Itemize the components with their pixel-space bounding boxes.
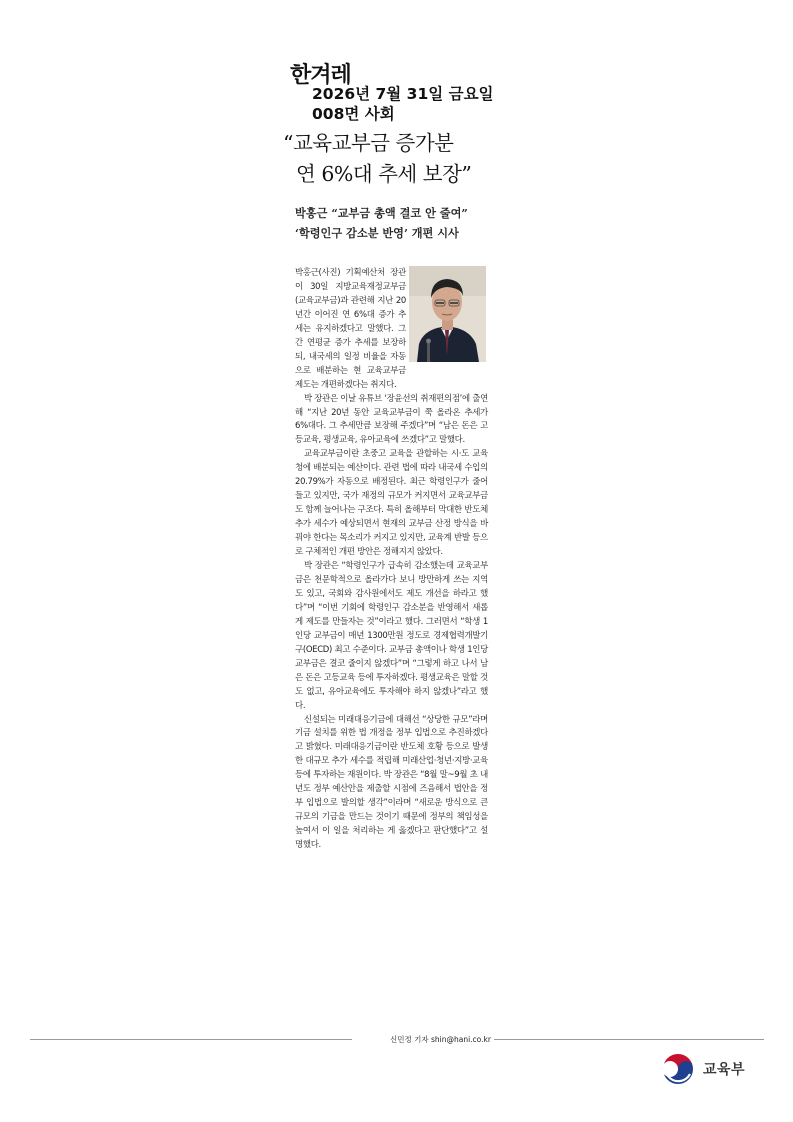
- subheadline-line-1: 박홍근 “교부금 총액 결코 안 줄여”: [295, 206, 468, 220]
- ministry-name: 교육부: [703, 1062, 746, 1078]
- taegeuk-emblem-icon: [659, 1050, 697, 1088]
- headline-line-1: “교육교부금 증가분: [283, 131, 454, 155]
- page-section: 008면 사회: [312, 105, 395, 123]
- subheadline: [295, 203, 515, 243]
- ministry-logo: [659, 1049, 745, 1089]
- newspaper-masthead: 한겨레: [290, 63, 351, 88]
- reporter-byline: 신민정 기자 shin@hani.co.kr: [390, 1035, 491, 1044]
- article-paragraph: 박 장관은 “학령인구가 급속히 감소했는데 교육교부금은 천문학적으로 올라가다 보니 방만하게 쓰는 지역도 있고, 국회와 감사원에서도 제도 개선을 하라고 했다”며 “이번 기회에 학령인구 감소분을 반영해서 새롭게 제도를 만들자는 것”이라고 했다. 그러면서 “학생 1인당 교부금이 매년 1300만원 정도로 경제협력개발기구(OECD) 최고 수준이다. 교부금 총액이나 학생 1인당 교부금은 결코 줄이지 않겠다”며 “그렇게 하고 나서 남은 돈은 고등교육 등에 투자하겠다. 평생교육은 말할 것도 없고, 유아교육에도 투자해야 하지 않겠나”라고 했다.: [295, 560, 488, 710]
- divider-right: [494, 1039, 764, 1040]
- headline: [283, 128, 513, 190]
- subheadline-line-2: ‘학령인구 감소분 반영’ 개편 시사: [295, 226, 459, 240]
- article-paragraph: 신설되는 미래대응기금에 대해선 “상당한 규모”라며 기금 설치를 위한 법 개정을 정부 입법으로 추진하겠다고 밝혔다. 미래대응기금이란 반도체 호황 등으로 발생한 대규모 추가 세수를 적립해 미래산업·청년·지방·교육 등에 투자하는 재원이다. 박 장관은 “8월 말~9월 초 내년도 정부 예산안을 제출할 시점에 즈음해서 법안을 정부 입법으로 발의할 생각”이라며 “새로운 방식으로 큰 규모의 기금을 만드는 것이기 때문에 정부의 책임성을 높여서 이 일을 처리하는 게 옳겠다고 판단했다”고 설명했다.: [295, 713, 488, 850]
- dateline: [312, 84, 494, 124]
- divider-left: [30, 1039, 352, 1040]
- article-paragraph: 박 장관은 이날 유튜브 ‘장윤선의 취재편의점’에 출연해 “지난 20년 동안 교육교부금이 쭉 올라온 추세가 6%대다. 그 추세만큼 보장해 주겠다”며 “남은 돈은 고등교육, 평생교육, 유아교육에 쓰겠다”고 말했다.: [295, 392, 488, 445]
- article-paragraph: 박홍근(사진) 기획예산처 장관이 30일 지방교육재정교부금(교육교부금)과 관련해 지난 20년간 이어진 연 6%대 증가 추세는 유지하겠다고 말했다. 그간 연평균 증가 추세를 보장하되, 내국세의 일정 비율을 자동으로 배분하는 현 교육교부금 제도는 개편하겠다는 취지다.: [295, 267, 406, 389]
- headline-line-2: 연 6%대 추세 보장”: [296, 162, 472, 186]
- article-paragraph: 교육교부금이란 초중고 교육을 관할하는 시·도 교육청에 배분되는 예산이다. 관련 법에 따라 내국세 수입의 20.79%가 자동으로 배정된다. 최근 학령인구가 줄어들고 있지만, 국가 재정의 규모가 커지면서 교육교부금도 함께 늘어나는 구조다. 특히 올해부터 막대한 반도체 추가 세수가 예상되면서 현재의 교부금 산정 방식을 바꿔야 한다는 목소리가 커지고 있지만, 교육계 반발 등으로 구체적인 개편 방안은 정해지지 않았다.: [295, 448, 488, 557]
- publication-date: 2026년 7월 31일 금요일: [312, 85, 494, 103]
- article-body: [295, 266, 488, 852]
